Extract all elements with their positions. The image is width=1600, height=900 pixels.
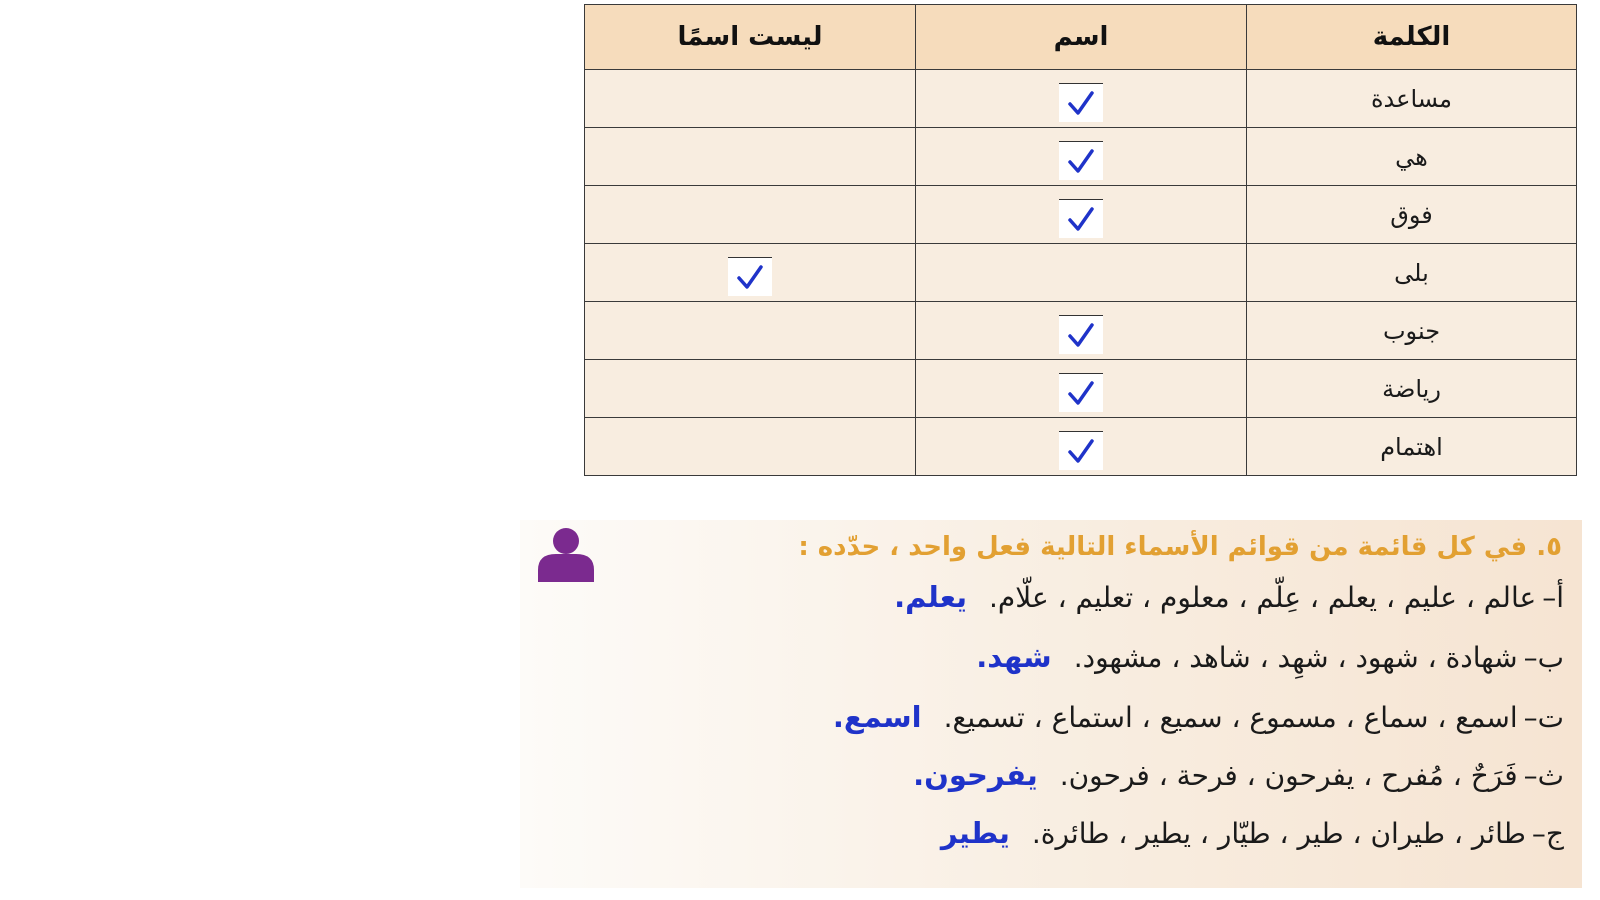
table-body [585,70,1577,476]
item-words: شهادة ، شهود ، شهِد ، شاهد ، مشهود. [1073,641,1518,674]
header-noun: اسم [916,5,1247,70]
noun-cell [916,418,1247,476]
word-cell: هي [1247,128,1577,186]
noun-cell [916,244,1247,302]
word-cell: فوق [1247,186,1577,244]
table-row [585,128,1577,186]
item-letter: أ– [1542,581,1564,614]
exercise-item [833,700,1564,734]
not-noun-cell [585,186,916,244]
table-row [585,244,1577,302]
noun-cell [916,70,1247,128]
table-header-row [585,5,1577,70]
table-row [585,360,1577,418]
checkmark-icon [1059,199,1103,238]
table-row [585,70,1577,128]
exercise-item [894,580,1564,614]
word-cell: بلى [1247,244,1577,302]
exercise-item [913,758,1564,792]
word-cell: جنوب [1247,302,1577,360]
item-answer: اسمع. [832,700,922,734]
noun-cell [916,128,1247,186]
noun-cell [916,302,1247,360]
checkmark-icon [1059,141,1103,180]
item-answer: شهد. [976,640,1052,674]
word-classification-table [584,4,1577,476]
noun-cell [916,186,1247,244]
person-icon [536,524,596,584]
not-noun-cell [585,128,916,186]
checkmark-icon [1059,431,1103,470]
checkmark-icon [1059,373,1103,412]
item-words: عالم ، عليم ، يعلم ، عِلّم ، معلوم ، تعليم ، علّام. [989,581,1537,614]
item-words: اسمع ، سماع ، مسموع ، سميع ، استماع ، تسميع. [943,701,1518,734]
exercise-title: ٥. في كل قائمة من قوائم الأسماء التالية فعل واحد ، حدّده : [798,532,1562,562]
item-letter: ث– [1523,759,1564,792]
not-noun-cell [585,418,916,476]
item-answer: يفرحون. [913,758,1038,792]
item-answer: يطير [940,816,1010,850]
exercise-item [976,640,1564,674]
item-words: فَرَحٌ ، مُفرح ، يفرحون ، فرحة ، فرحون. [1059,759,1518,792]
exercise-item [941,816,1564,850]
checkmark-icon [728,257,772,296]
word-cell: اهتمام [1247,418,1577,476]
item-letter: ت– [1523,701,1564,734]
table-row [585,418,1577,476]
not-noun-cell [585,244,916,302]
checkmark-icon [1059,315,1103,354]
word-cell: رياضة [1247,360,1577,418]
exercise-section [520,520,1582,888]
header-not-noun: ليست اسمًا [585,5,916,70]
word-cell: مساعدة [1247,70,1577,128]
table-row [585,186,1577,244]
noun-cell [916,360,1247,418]
item-letter: ج– [1531,817,1564,850]
item-answer: يعلم. [894,580,968,614]
checkmark-icon [1059,83,1103,122]
header-word: الكلمة [1247,5,1577,70]
not-noun-cell [585,70,916,128]
item-letter: ب– [1523,641,1564,674]
table-row [585,302,1577,360]
item-words: طائر ، طيران ، طير ، طيّار ، يطير ، طائرة. [1031,817,1526,850]
not-noun-cell [585,302,916,360]
not-noun-cell [585,360,916,418]
